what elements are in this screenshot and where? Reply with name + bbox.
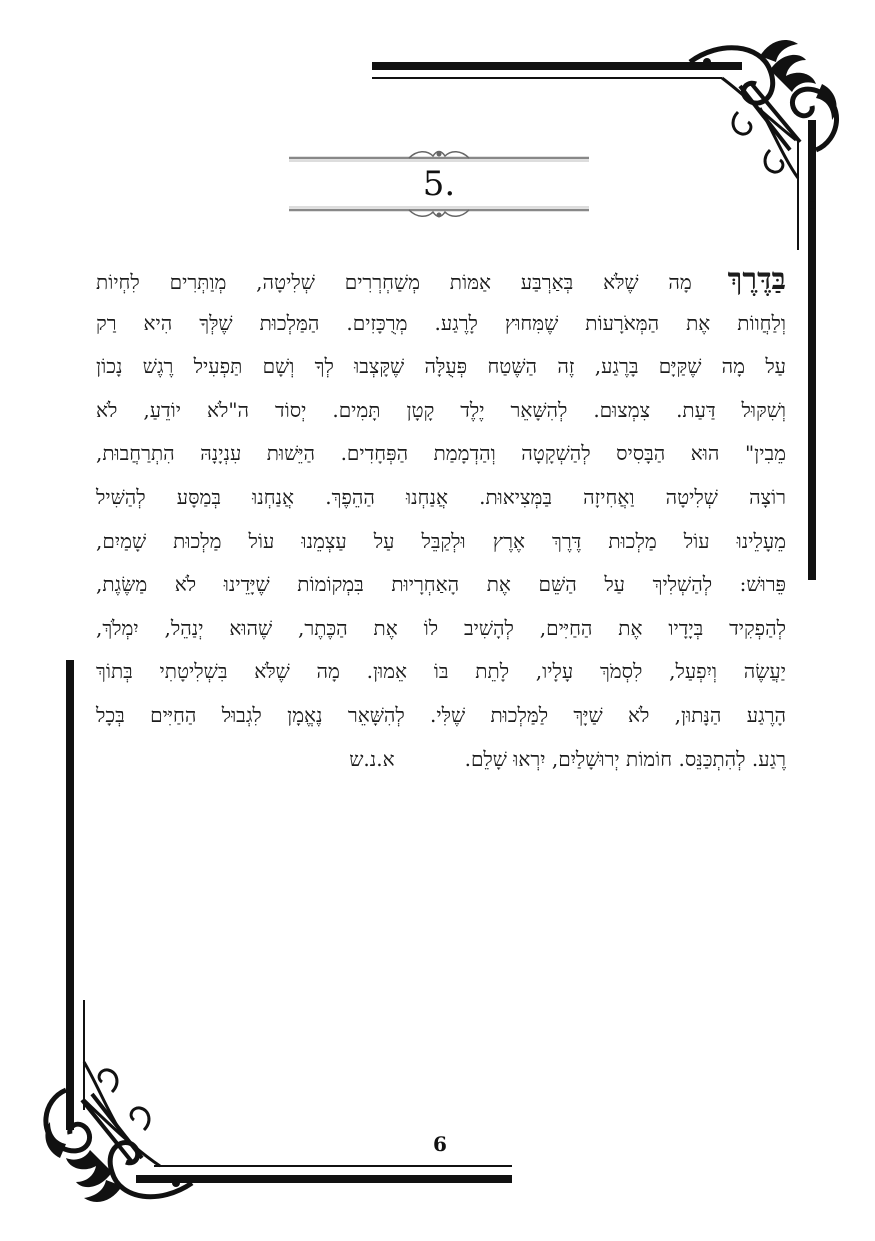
text-line: מֵעָלֵינוּ עוֹל מַלְכוּת דֶּרֶךְ אֶרֶץ וּלְקַבֵּל עַל עַצְמֵנוּ עוֹל מַלְכוּת שָׁמַיִם,	[96, 528, 786, 553]
text-line: וְשִׁקּוּל דַּעַת. צִמְצוּם. לְהִשָּׁאֵר יֶלֶד קָטָן תָּמִים. יְסוֹד ה"לֹא יוֹדֵעַ, לֹא	[96, 397, 786, 422]
text-line: הָרֶגַע הַנָּתוּן, לֹא שַׁיָּךְ לַמַּלְכוּת שֶׁלִּי. לְהִשָּׁאֵר נֶאֱמָן לִגְבוּל הַחַיִּים בְּכָל	[96, 702, 786, 727]
page-number: 6	[433, 1132, 447, 1156]
text-line: מֵבִין" הוּא הַבָּסִיס לְהַשְׁקָטָה וְהַדְמָמַת הַפְּחָדִים. הַיֵּשׁוּת עִנְיָנָהּ הִתְרַחֲבוּת,	[96, 441, 786, 466]
text-line-content: מָה שֶׁלֹּא בְּאַרְבַּע אַמּוֹת מְשַׁחְרְרִים שְׁלִיטָה, מְוַתְּרִים לִחְיוֹת	[96, 270, 692, 294]
ornamental-divider-bottom	[285, 202, 593, 224]
body-paragraph	[96, 258, 786, 781]
text-line-content: רֶגַע. לְהִתְכַּנֵּס. חוֹמוֹת יְרוּשָׁלַיִם, יִרְאוּ שָׁלֵם.	[464, 746, 786, 771]
text-line: רוֹצָה שְׁלִיטָה וַאֲחִיזָה בַּמְּצִיאוּת. אֲנַחְנוּ הַהֵפֶךְ. אֲנַחְנוּ בְּמַסָּע לְהַשִּׁיל	[96, 484, 786, 509]
text-line: יַעֲשֶׂה וְיִפְעַל, לִסְמֹךְ עָלָיו, לָתֵת בּוֹ אֵמוּן. מָה שֶׁלֹּא בִּשְׁלִיטָתִי בְּתוֹךְ	[96, 659, 786, 684]
text-line: וְלַחֲווֹת אֶת הַמְּאֹרָעוֹת שֶׁמִּחוּץ לָרֶגַע. מְרֻכָּזִים. הַמַּלְכוּת שֶׁלְּךָ הִיא רַק	[96, 310, 786, 335]
text-line: עַל מָה שֶׁקַּיָּם בָּרֶגַע, זֶה הַשֶּׁטַח פְּעֻלָּה שֶׁקָּצְבוּ לְךָ וְשָׁם תַּפְעִיל רֶגֶשׁ נָכוֹן	[96, 354, 786, 379]
text-line: פֵּרוּשׁ: לְהַשְׁלִיךְ עַל הַשֵּׁם אֶת הָאַחְרָיוּת בִּמְקוֹמוֹת שֶׁיָּדֵינוּ לֹא מַשֶּׂגֶת,	[96, 572, 786, 597]
author-signature: א.נ.ש	[349, 746, 395, 771]
text-line-last	[96, 738, 786, 782]
text-line	[96, 258, 786, 302]
chapter-number: 5.	[422, 164, 456, 204]
chapter-header	[285, 140, 593, 220]
opening-word: בַּדֶּרֶךְ	[727, 262, 787, 297]
text-line: לְהַפְקִיד בְּיָדָיו אֶת הַחַיִּים, לְהָשִׁיב לוֹ אֶת הַכֶּתֶר, שֶׁהוּא יְנַהֵל, יִמְלֹךְ,	[96, 615, 786, 640]
